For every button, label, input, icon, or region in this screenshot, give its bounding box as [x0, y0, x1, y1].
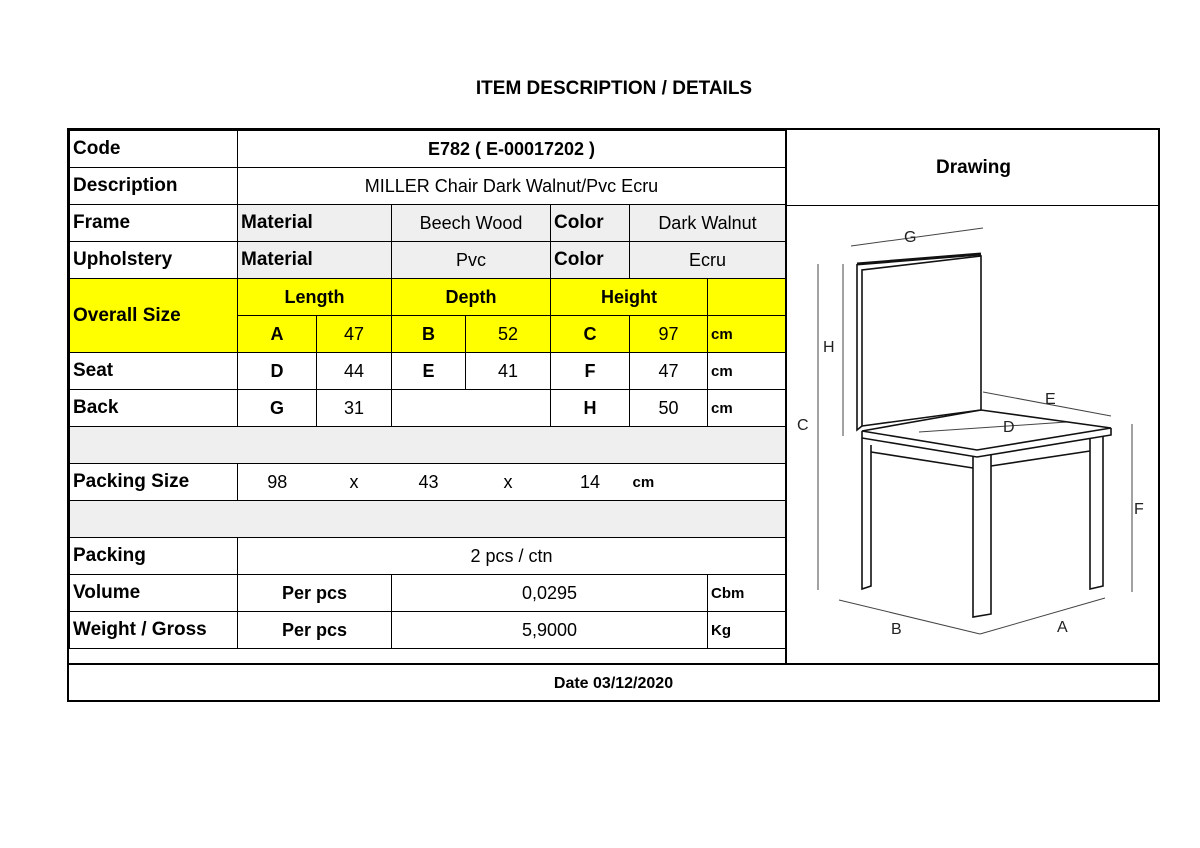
spec-table — [69, 130, 786, 649]
volume-label: Volume — [70, 575, 238, 612]
packing-size-x1: x — [317, 464, 392, 501]
spacer-cell — [70, 501, 786, 538]
frame-material-label: Material — [238, 205, 392, 242]
upholstery-material-value: Pvc — [392, 242, 551, 279]
frame-color-label: Color — [551, 205, 630, 242]
dim-a-key: A — [238, 316, 317, 353]
packing-size-x2: x — [466, 464, 551, 501]
drawing-header: Drawing — [785, 130, 1160, 206]
packing-size-length: 98 — [238, 464, 317, 501]
unit-header-empty — [708, 279, 786, 316]
dim-f-key: F — [551, 353, 630, 390]
spacer-row-1 — [70, 427, 786, 464]
weight-value: 5,9000 — [392, 612, 708, 649]
label-e: E — [1045, 391, 1056, 408]
dim-g-value: 31 — [317, 390, 392, 427]
dim-d-value: 44 — [317, 353, 392, 390]
frame-label: Frame — [70, 205, 238, 242]
packing-size-unit: cm — [630, 464, 786, 501]
label-d: D — [1003, 419, 1015, 436]
seat-label: Seat — [70, 353, 238, 390]
frame-material-value: Beech Wood — [392, 205, 551, 242]
dim-e-value: 41 — [466, 353, 551, 390]
volume-value: 0,0295 — [392, 575, 708, 612]
dim-line-b — [839, 600, 980, 634]
spacer-cell — [70, 427, 786, 464]
weight-label: Weight / Gross — [70, 612, 238, 649]
packing-size-depth: 43 — [392, 464, 466, 501]
weight-unit: Kg — [708, 612, 786, 649]
description-label: Description — [70, 168, 238, 205]
volume-unit: Cbm — [708, 575, 786, 612]
label-f: F — [1134, 501, 1144, 518]
upholstery-material-label: Material — [238, 242, 392, 279]
page-title: ITEM DESCRIPTION / DETAILS — [475, 78, 753, 99]
upholstery-color-value: Ecru — [630, 242, 786, 279]
upholstery-row — [70, 242, 786, 279]
seat-unit: cm — [708, 353, 786, 390]
height-header: Height — [551, 279, 708, 316]
back-label: Back — [70, 390, 238, 427]
label-c: C — [797, 417, 809, 434]
label-a: A — [1057, 619, 1068, 636]
description-row — [70, 168, 786, 205]
frame-row — [70, 205, 786, 242]
back-unit: cm — [708, 390, 786, 427]
dim-line-d — [919, 422, 1067, 432]
chair-leg-front-left — [862, 438, 871, 589]
dim-c-key: C — [551, 316, 630, 353]
chair-leg-back-right — [1090, 436, 1103, 589]
volume-row — [70, 575, 786, 612]
seat-row — [70, 353, 786, 390]
upholstery-color-label: Color — [551, 242, 630, 279]
overall-size-header-row — [70, 279, 786, 316]
chair-leg-front-right — [973, 454, 991, 617]
chair-back-frame — [857, 256, 981, 430]
chair-drawing-svg — [787, 206, 1158, 664]
packing-label: Packing — [70, 538, 238, 575]
volume-per: Per pcs — [238, 575, 392, 612]
dim-b-key: B — [392, 316, 466, 353]
chair-rail-right — [991, 451, 1090, 466]
overall-unit: cm — [708, 316, 786, 353]
code-row — [70, 131, 786, 168]
dim-g-key: G — [238, 390, 317, 427]
upholstery-label: Upholstery — [70, 242, 238, 279]
packing-value: 2 pcs / ctn — [238, 538, 786, 575]
description-value: MILLER Chair Dark Walnut/Pvc Ecru — [238, 168, 786, 205]
details-sheet — [67, 128, 1160, 702]
dim-a-value: 47 — [317, 316, 392, 353]
dim-c-value: 97 — [630, 316, 708, 353]
packing-size-label: Packing Size — [70, 464, 238, 501]
dim-e-key: E — [392, 353, 466, 390]
overall-size-label: Overall Size — [70, 279, 238, 353]
dim-h-value: 50 — [630, 390, 708, 427]
chair-drawing — [785, 206, 1160, 664]
dim-f-value: 47 — [630, 353, 708, 390]
chair-seat-edge — [862, 428, 1111, 457]
weight-per: Per pcs — [238, 612, 392, 649]
label-h: H — [823, 339, 835, 356]
dim-b-value: 52 — [466, 316, 551, 353]
footer-date: Date 03/12/2020 — [69, 663, 1158, 703]
packing-size-row — [70, 464, 786, 501]
label-g: G — [904, 229, 917, 246]
code-label: Code — [70, 131, 238, 168]
back-row — [70, 390, 786, 427]
spacer-row-2 — [70, 501, 786, 538]
length-header: Length — [238, 279, 392, 316]
packing-row — [70, 538, 786, 575]
packing-size-height: 14 — [551, 464, 630, 501]
dim-h-key: H — [551, 390, 630, 427]
dim-line-a — [980, 598, 1105, 634]
depth-header: Depth — [392, 279, 551, 316]
dim-d-key: D — [238, 353, 317, 390]
back-empty-cell — [392, 390, 551, 427]
frame-color-value: Dark Walnut — [630, 205, 786, 242]
code-value: E782 ( E-00017202 ) — [238, 131, 786, 168]
label-b: B — [891, 621, 902, 638]
weight-row — [70, 612, 786, 649]
dim-line-g — [851, 228, 983, 246]
